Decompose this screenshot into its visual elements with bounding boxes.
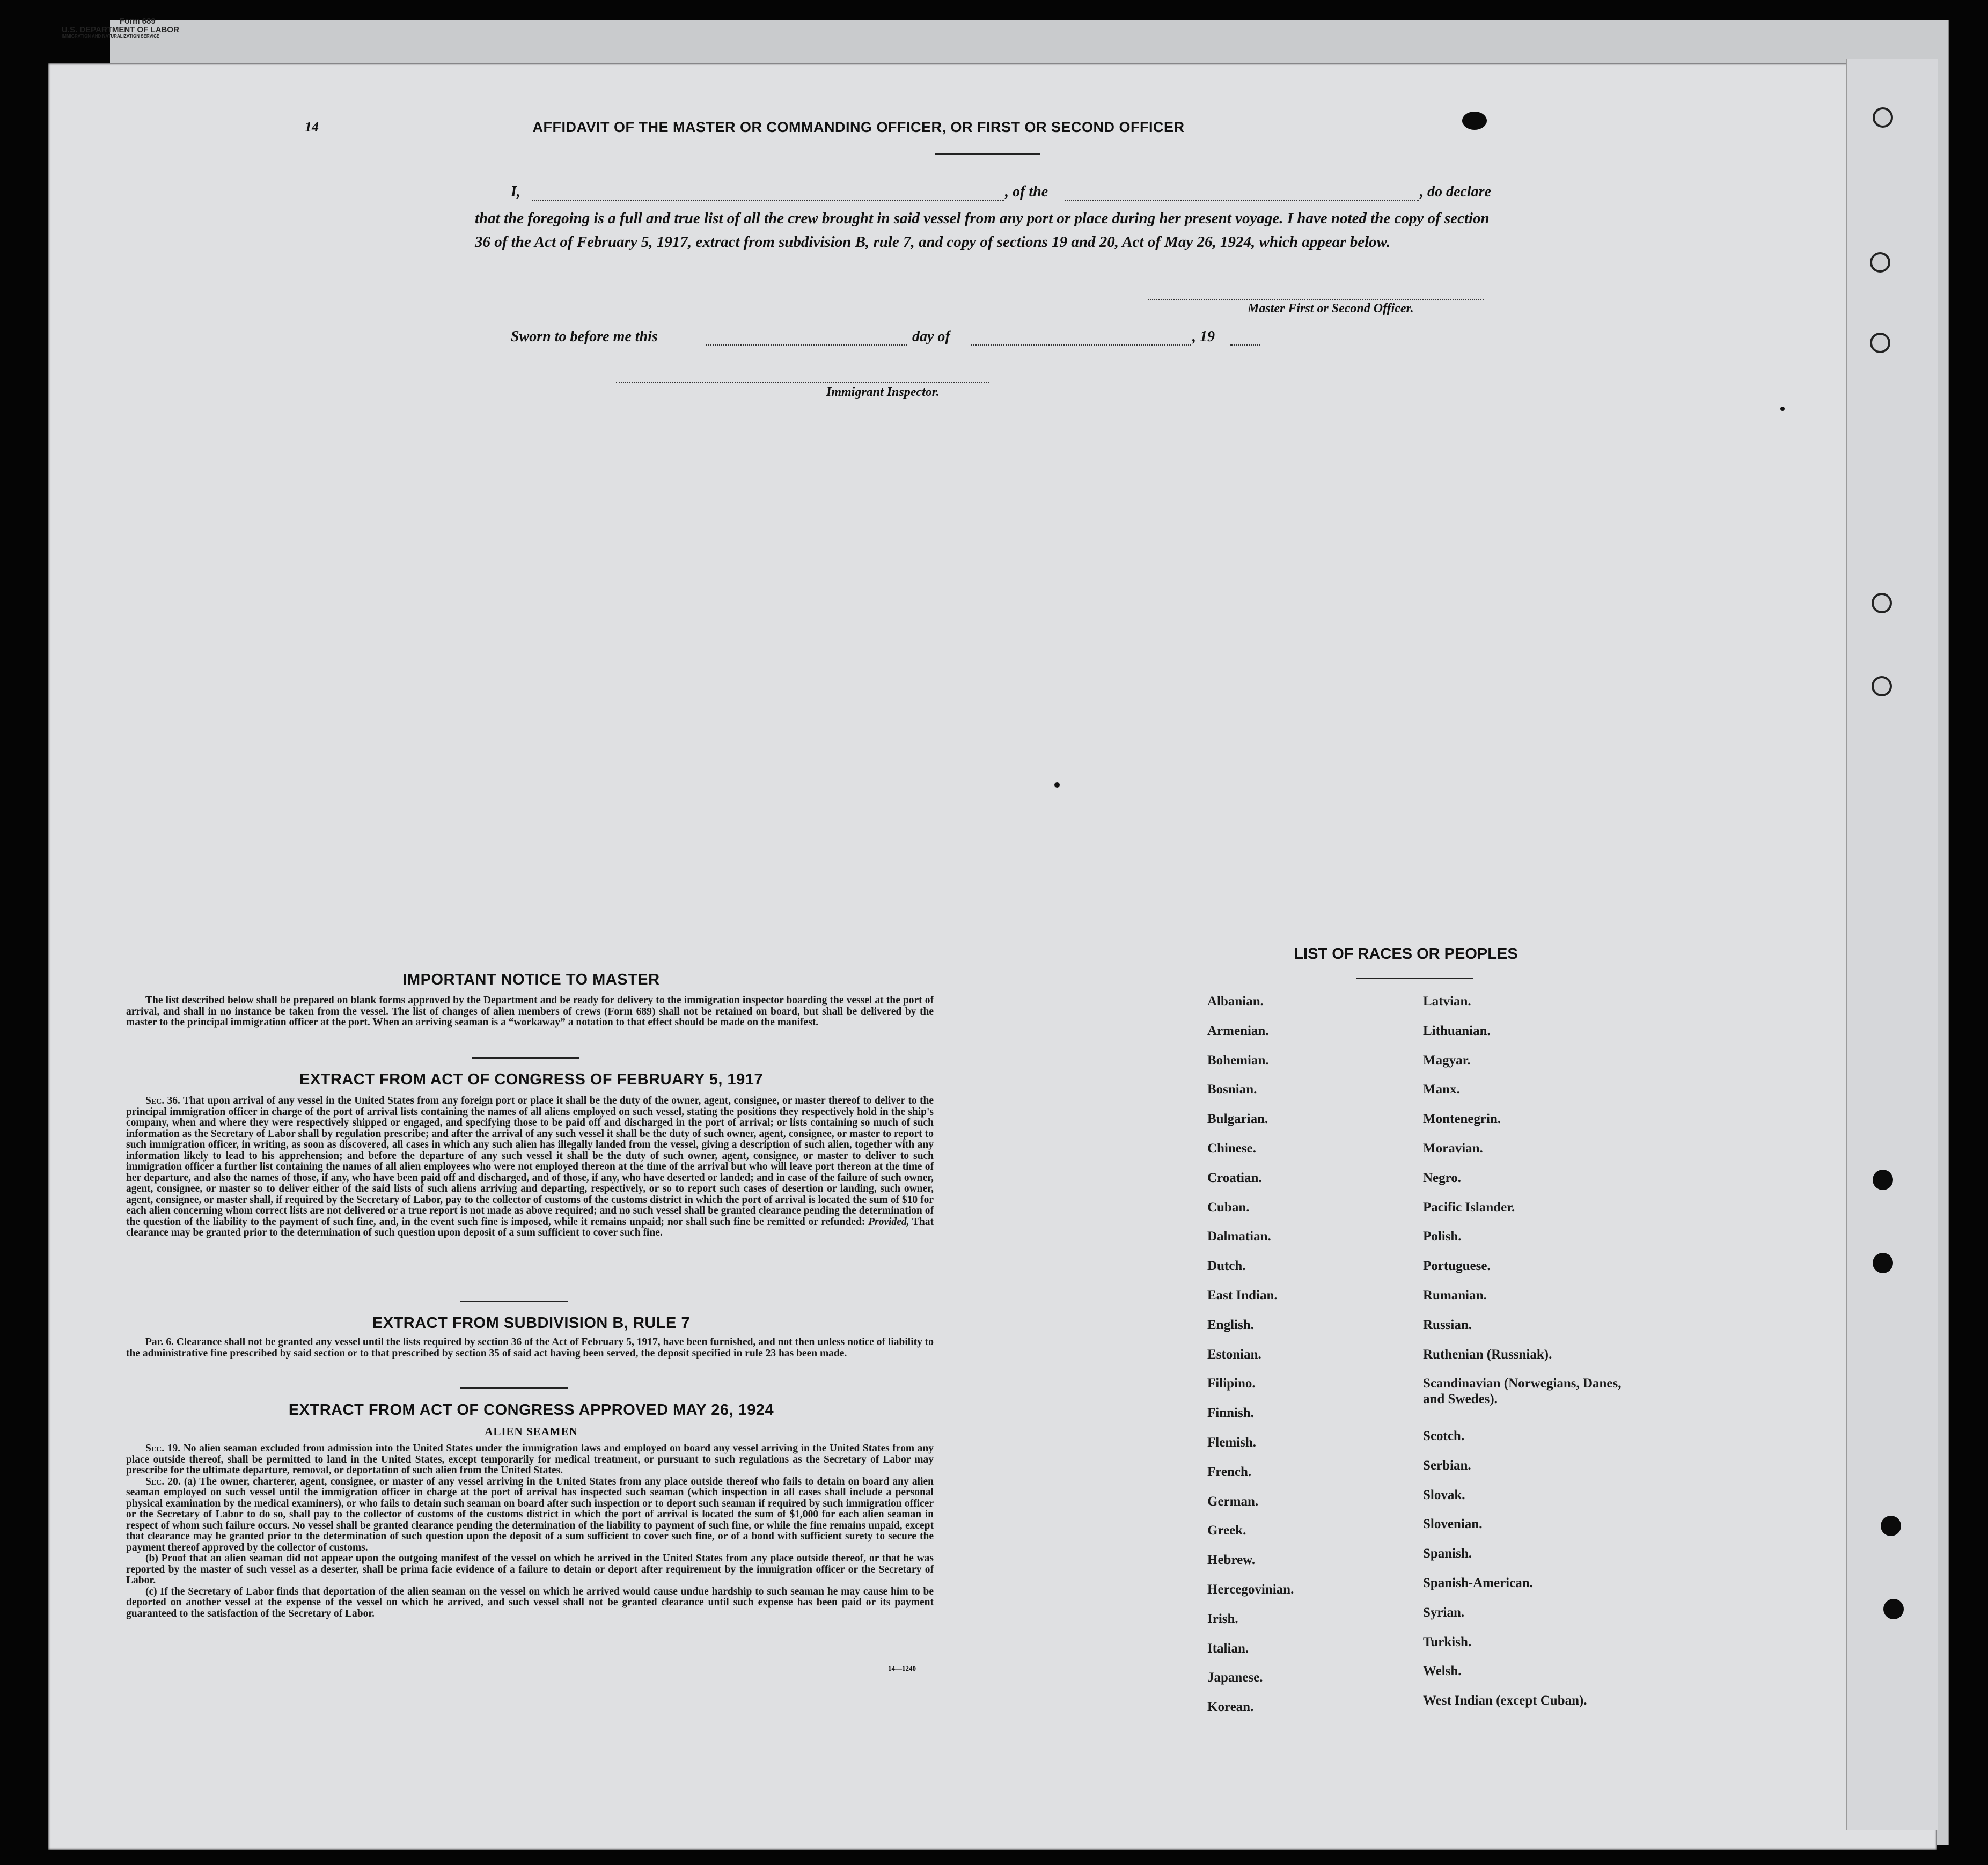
race-item: Lithuanian. <box>1423 1023 1491 1038</box>
ink-speck <box>1780 407 1785 411</box>
extract-1917-text <box>126 1096 934 1239</box>
race-item: Irish. <box>1207 1611 1238 1626</box>
alien-seamen-subtitle: ALIEN SEAMEN <box>485 1425 578 1438</box>
races-title: LIST OF RACES OR PEOPLES <box>1294 945 1518 963</box>
race-item: Rumanian. <box>1423 1288 1487 1303</box>
notice-paragraph: The list described below shall be prepared on blank forms approved by the Department and be ready for delivery to the immigration inspector boarding the vessel at the port of arrival, and shall in no instance be taken from the vessel. The list of changes of alien members of crews (Form 689) shall not be retained on board, but shall be delivered by the master to the principal immigration officer at the port. When an arriving seaman is a “workaway” a notation to that effect should be made on the manifest. <box>126 995 934 1028</box>
race-item: Bulgarian. <box>1207 1112 1268 1127</box>
punch-hole-icon <box>1870 252 1890 273</box>
form-number: Form 689 <box>120 17 156 26</box>
sec-20-label: Sec. 20. <box>145 1475 181 1487</box>
sworn-day-line <box>706 344 907 346</box>
sec-36-label: Sec. 36. <box>145 1095 180 1106</box>
provided-word: Provided, <box>868 1216 909 1228</box>
race-item: Magyar. <box>1423 1053 1471 1068</box>
print-code: 14—1240 <box>888 1664 916 1672</box>
sec-36-text: That upon arrival of any vessel in the United States from any foreign port or place it shall be the duty of the owner, agent, consignee, or master thereof to deliver to the principal immigration officer in charge of the port of arrival lists containing the names of all aliens employed on such vessel, stating the positions they respectively hold in the ship's company, when and where they were respectively shipped or engaged, and specifying those to be paid off and discharged in the port of arrival; or lists containing so much of such information as the Secretary of Labor shall by regulation prescribe; and after the arrival of any such vessel it shall be the duty of such owner, agent, consignee, or master to report to such immigration officer, in writing, as soon as discovered, all cases in which any such alien has illegally landed from the vessel, giving a description of such alien, together with any information likely to lead to his apprehension; and before the departure of any such vessel it shall be the duty of such owner, agent, consignee, or master to deliver to such immigration officer a further list containing the names of all alien employees who were not employed thereon at the time of the arrival but who will leave port thereon at the time of her departure, and also the names of those, if any, who have been paid off and discharged, and of those, if any, who have deserted or landed; and in case of the failure of such owner, agent, consignee, or master so to deliver either of the said lists of such aliens arriving and departing, respectively, or so to report such cases of desertion or landing, such owner, agent, consignee, or master shall, if required by the Secretary of Labor, pay to the collector of customs of the customs district in which the port of arrival is located the sum of $10 for each alien concerning whom correct lists are not delivered or a true report is not made as above required; and no such vessel shall be granted clearance pending the determination of the question of the liability to the payment of such fine, and, in the event such fine is imposed, while it remains unpaid; nor shall such fine be remitted or refunded: <box>126 1095 934 1228</box>
race-item: Dalmatian. <box>1207 1229 1271 1244</box>
race-item: German. <box>1207 1494 1259 1509</box>
extract-1917-title: EXTRACT FROM ACT OF CONGRESS OF FEBRUARY 5, 1917 <box>299 1071 764 1088</box>
sec-20b-text: (b) Proof that an alien seaman did not appear upon the outgoing manifest of the vessel on which he arrived in the United States from any place outside thereof, or that he was reported by the master of such vessel as a deserter, shall be prima facie evidence of a failure to detain or deport after requirement by the immigration officer or the Secretary of Labor. <box>126 1553 934 1586</box>
race-item: Estonian. <box>1207 1347 1261 1362</box>
race-item: Spanish-American. <box>1423 1576 1533 1590</box>
race-item: Slovenian. <box>1423 1517 1483 1532</box>
race-item: Pacific Islander. <box>1423 1200 1515 1215</box>
race-item: Filipino. <box>1207 1376 1256 1391</box>
title-rule <box>935 153 1040 155</box>
affidavit-of-the: , of the <box>1005 183 1048 200</box>
race-item: Latvian. <box>1423 994 1471 1009</box>
race-item: Italian. <box>1207 1641 1249 1656</box>
affidavit-i: I, <box>511 183 520 200</box>
race-item: Flemish. <box>1207 1435 1256 1450</box>
race-item: Hercegovinian. <box>1207 1582 1294 1597</box>
race-item: Polish. <box>1423 1229 1462 1244</box>
punch-hole-icon <box>1462 112 1487 130</box>
notice-title: IMPORTANT NOTICE TO MASTER <box>402 971 660 988</box>
master-caption: Master First or Second Officer. <box>1248 302 1414 315</box>
punch-hole-icon <box>1872 676 1892 696</box>
race-item: English. <box>1207 1317 1254 1332</box>
race-item: Portuguese. <box>1423 1259 1491 1274</box>
year-line <box>1230 344 1260 346</box>
race-item: Cuban. <box>1207 1200 1250 1215</box>
day-of-label: day of <box>912 328 950 345</box>
punch-hole-icon <box>1872 593 1892 613</box>
race-item: French. <box>1207 1464 1252 1479</box>
race-item: Spanish. <box>1423 1546 1472 1561</box>
race-item: Finnish. <box>1207 1406 1254 1421</box>
sworn-label: Sworn to before me this <box>511 328 658 345</box>
department-name: U.S. DEPARTMENT OF LABOR <box>62 25 179 34</box>
race-item: Slovak. <box>1423 1487 1465 1502</box>
race-item: Japanese. <box>1207 1670 1263 1685</box>
race-item: Negro. <box>1423 1170 1462 1185</box>
race-item: Chinese. <box>1207 1141 1256 1156</box>
right-edge-strip <box>1846 59 1938 1830</box>
punch-hole-icon <box>1873 107 1893 128</box>
affidavit-title: AFFIDAVIT OF THE MASTER OR COMMANDING OFFICER, OR FIRST OR SECOND OFFICER <box>532 119 1185 135</box>
race-item: West Indian (except Cuban). <box>1423 1693 1587 1708</box>
race-item: Hebrew. <box>1207 1553 1256 1568</box>
punch-hole-icon <box>1870 333 1890 353</box>
race-item: Moravian. <box>1423 1141 1483 1156</box>
ink-speck <box>1054 782 1060 788</box>
rule-7-text <box>126 1337 934 1359</box>
punch-hole-icon <box>1883 1599 1904 1619</box>
rule-7-paragraph: Par. 6. Clearance shall not be granted any vessel until the lists required by section 36 of the Act of February 5, 1917, have been furnished, and not then unless notice of liability to the administrative fine prescribed by said section or to that prescribed by section 35 of said act having been served, the deposit specified in rule 23 has been made. <box>126 1337 934 1359</box>
extract-1924-text <box>126 1443 934 1619</box>
race-item: Albanian. <box>1207 994 1264 1009</box>
punch-hole-icon <box>1881 1516 1901 1536</box>
race-item: Bosnian. <box>1207 1082 1257 1097</box>
affidavit-body: that the foregoing is a full and true list of all the crew brought in said vessel from any port or place during her present voyage. I have noted the copy of section 36 of the Act of February 5, 1917, extract from subdivision B, rule 7, and copy of sections 19 and 20, Act of May 26, 1924, which appear below. <box>475 210 1490 251</box>
extract-1924-title: EXTRACT FROM ACT OF CONGRESS APPROVED MAY 26, 1924 <box>288 1401 774 1419</box>
punch-hole-icon <box>1873 1170 1893 1190</box>
inspector-signature-line <box>616 382 989 383</box>
race-item: Welsh. <box>1423 1664 1462 1679</box>
race-item: Russian. <box>1423 1317 1472 1332</box>
sworn-month-line <box>971 344 1191 346</box>
rule-7-title: EXTRACT FROM SUBDIVISION B, RULE 7 <box>372 1315 691 1332</box>
race-item: Turkish. <box>1423 1634 1472 1649</box>
punch-hole-icon <box>1873 1253 1893 1273</box>
race-item: Scotch. <box>1423 1429 1465 1443</box>
race-item: Ruthenian (Russniak). <box>1423 1347 1552 1362</box>
race-item: Croatian. <box>1207 1170 1262 1185</box>
sec-20c-text: (c) If the Secretary of Labor finds that deportation of the alien seaman on the vessel on which he arrived would cause undue hardship to such seaman he may cause him to be deported on another vessel at the expense of the vessel on which he arrived, and such vessel shall not be granted clearance until such expense has been paid or its payment guaranteed to the satisfaction of the Secretary of Labor. <box>126 1585 934 1619</box>
race-item: Montenegrin. <box>1423 1112 1501 1127</box>
sec-20a-text: (a) The owner, charterer, agent, consignee, or master of any vessel arriving in the United States from any place outside thereof who fails to detain on board any alien seaman employed on such vessel until the immigration officer in charge at the port of arrival has inspected such seaman (which inspection in all cases shall include a personal physical examination by the medical examiners), or who fails to detain such seaman on board after such inspection or to deport such seaman if required by such immigration officer or the Secretary of Labor to do so, shall pay to the collector of customs of the customs district in which the port of arrival is located the sum of $1,000 for each alien seaman in respect of whom such failure occurs. No vessel shall be granted clearance pending the determination of the liability to payment of such fine, or while the fine remains unpaid, except that clearance may be granted prior to the determination of such question upon the deposit of a sum sufficient to cover such fine, or of a bond with sufficient surety to secure the payment thereof approved by the collector of customs. <box>126 1475 934 1553</box>
master-signature-line <box>1148 299 1484 300</box>
race-item: Syrian. <box>1423 1605 1465 1620</box>
race-item: Serbian. <box>1423 1458 1471 1473</box>
back-form-header <box>62 17 223 39</box>
service-name: IMMIGRATION AND NATURALIZATION SERVICE <box>62 33 160 39</box>
section-rule <box>460 1387 568 1389</box>
sec-36-text-end: That clearance may be granted prior to the determination of such question upon deposit of a sum sufficient to cover such fine. <box>126 1216 934 1238</box>
year-prefix: , 19 <box>1192 328 1215 345</box>
race-item: Armenian. <box>1207 1023 1269 1038</box>
section-rule <box>460 1301 568 1302</box>
affidavit-declare: , do declare <box>1420 183 1491 200</box>
vessel-line <box>1065 200 1419 201</box>
races-title-rule <box>1356 978 1473 979</box>
sec-19-text: No alien seaman excluded from admission into the United States under the immigration laws and employed on board any vessel arriving in the United States from any place outside thereof, shall be permitted to land in the United States, except temporarily for medical treatment, or pursuant to such regulations as the Secretary of Labor may prescribe for the ultimate departure, removal, or deportation of such alien from the United States. <box>126 1443 934 1476</box>
race-item: Scandinavian (Norwegians, Danes, and Swedes). <box>1423 1376 1622 1407</box>
race-item: Manx. <box>1423 1082 1460 1097</box>
inspector-caption: Immigrant Inspector. <box>826 385 940 399</box>
race-item: Greek. <box>1207 1523 1246 1538</box>
race-item: Dutch. <box>1207 1259 1246 1274</box>
race-item: Bohemian. <box>1207 1053 1269 1068</box>
notice-text <box>126 995 934 1029</box>
name-line <box>532 200 1004 201</box>
section-rule <box>472 1057 579 1059</box>
sec-19-label: Sec. 19. <box>145 1443 181 1454</box>
race-item: Korean. <box>1207 1700 1254 1715</box>
page-mark: 14 <box>305 119 319 135</box>
race-item: East Indian. <box>1207 1288 1278 1303</box>
